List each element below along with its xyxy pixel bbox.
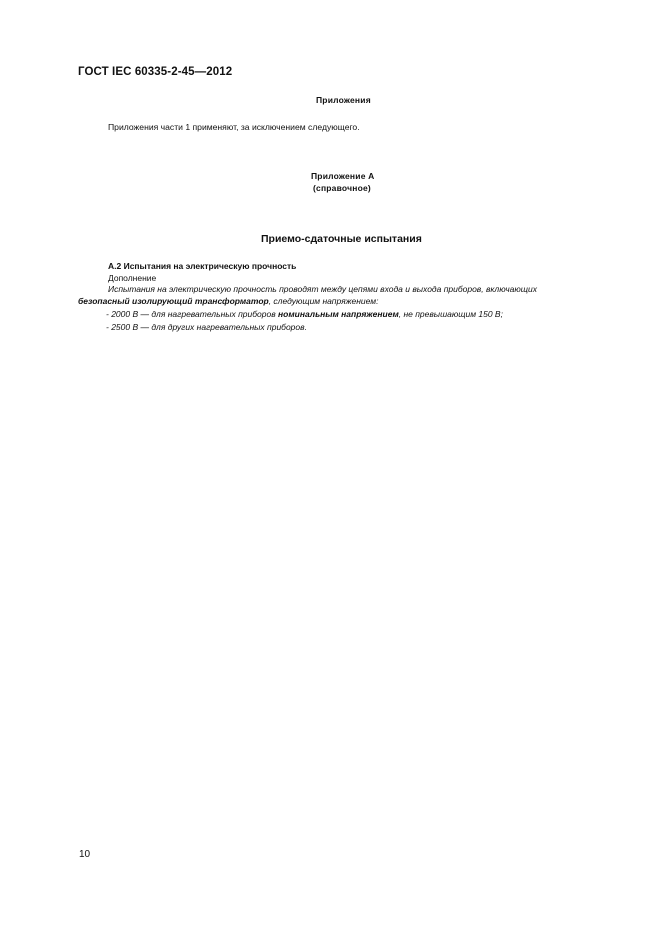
term-rated-voltage: номинальным напряжением — [278, 309, 399, 319]
list-item-prefix: - 2000 В — для нагревательных приборов — [106, 309, 279, 319]
list-item-suffix: , не превышающим 150 В; — [398, 309, 503, 319]
appendix-a-subtitle: (справочное) — [313, 183, 371, 193]
document-code: ГОСТ IEC 60335-2-45—2012 — [78, 66, 233, 78]
clause-a2-title: А.2 Испытания на электрическую прочность — [108, 261, 297, 271]
appendix-a-title: Приложение А — [311, 171, 375, 181]
addition-label: Дополнение — [108, 273, 157, 283]
annexes-heading: Приложения — [316, 95, 371, 105]
clause-a2-paragraph-line-1: Испытания на электрическую прочность проводят между цепями входа и выхода приборов, включающих — [108, 284, 537, 294]
paragraph-continuation: , следующим напряжением: — [268, 296, 379, 306]
annexes-intro-text: Приложения части 1 применяют, за исключением следующего. — [108, 122, 360, 132]
clause-a2-paragraph-line-2 — [78, 296, 378, 306]
section-title: Приемо-сдаточные испытания — [261, 233, 422, 245]
term-safety-isolating-transformer: безопасный изолирующий трансформатор — [78, 296, 269, 306]
list-item — [106, 309, 503, 319]
list-item: - 2500 В — для других нагревательных приборов. — [106, 322, 307, 332]
page-number: 10 — [79, 849, 91, 860]
